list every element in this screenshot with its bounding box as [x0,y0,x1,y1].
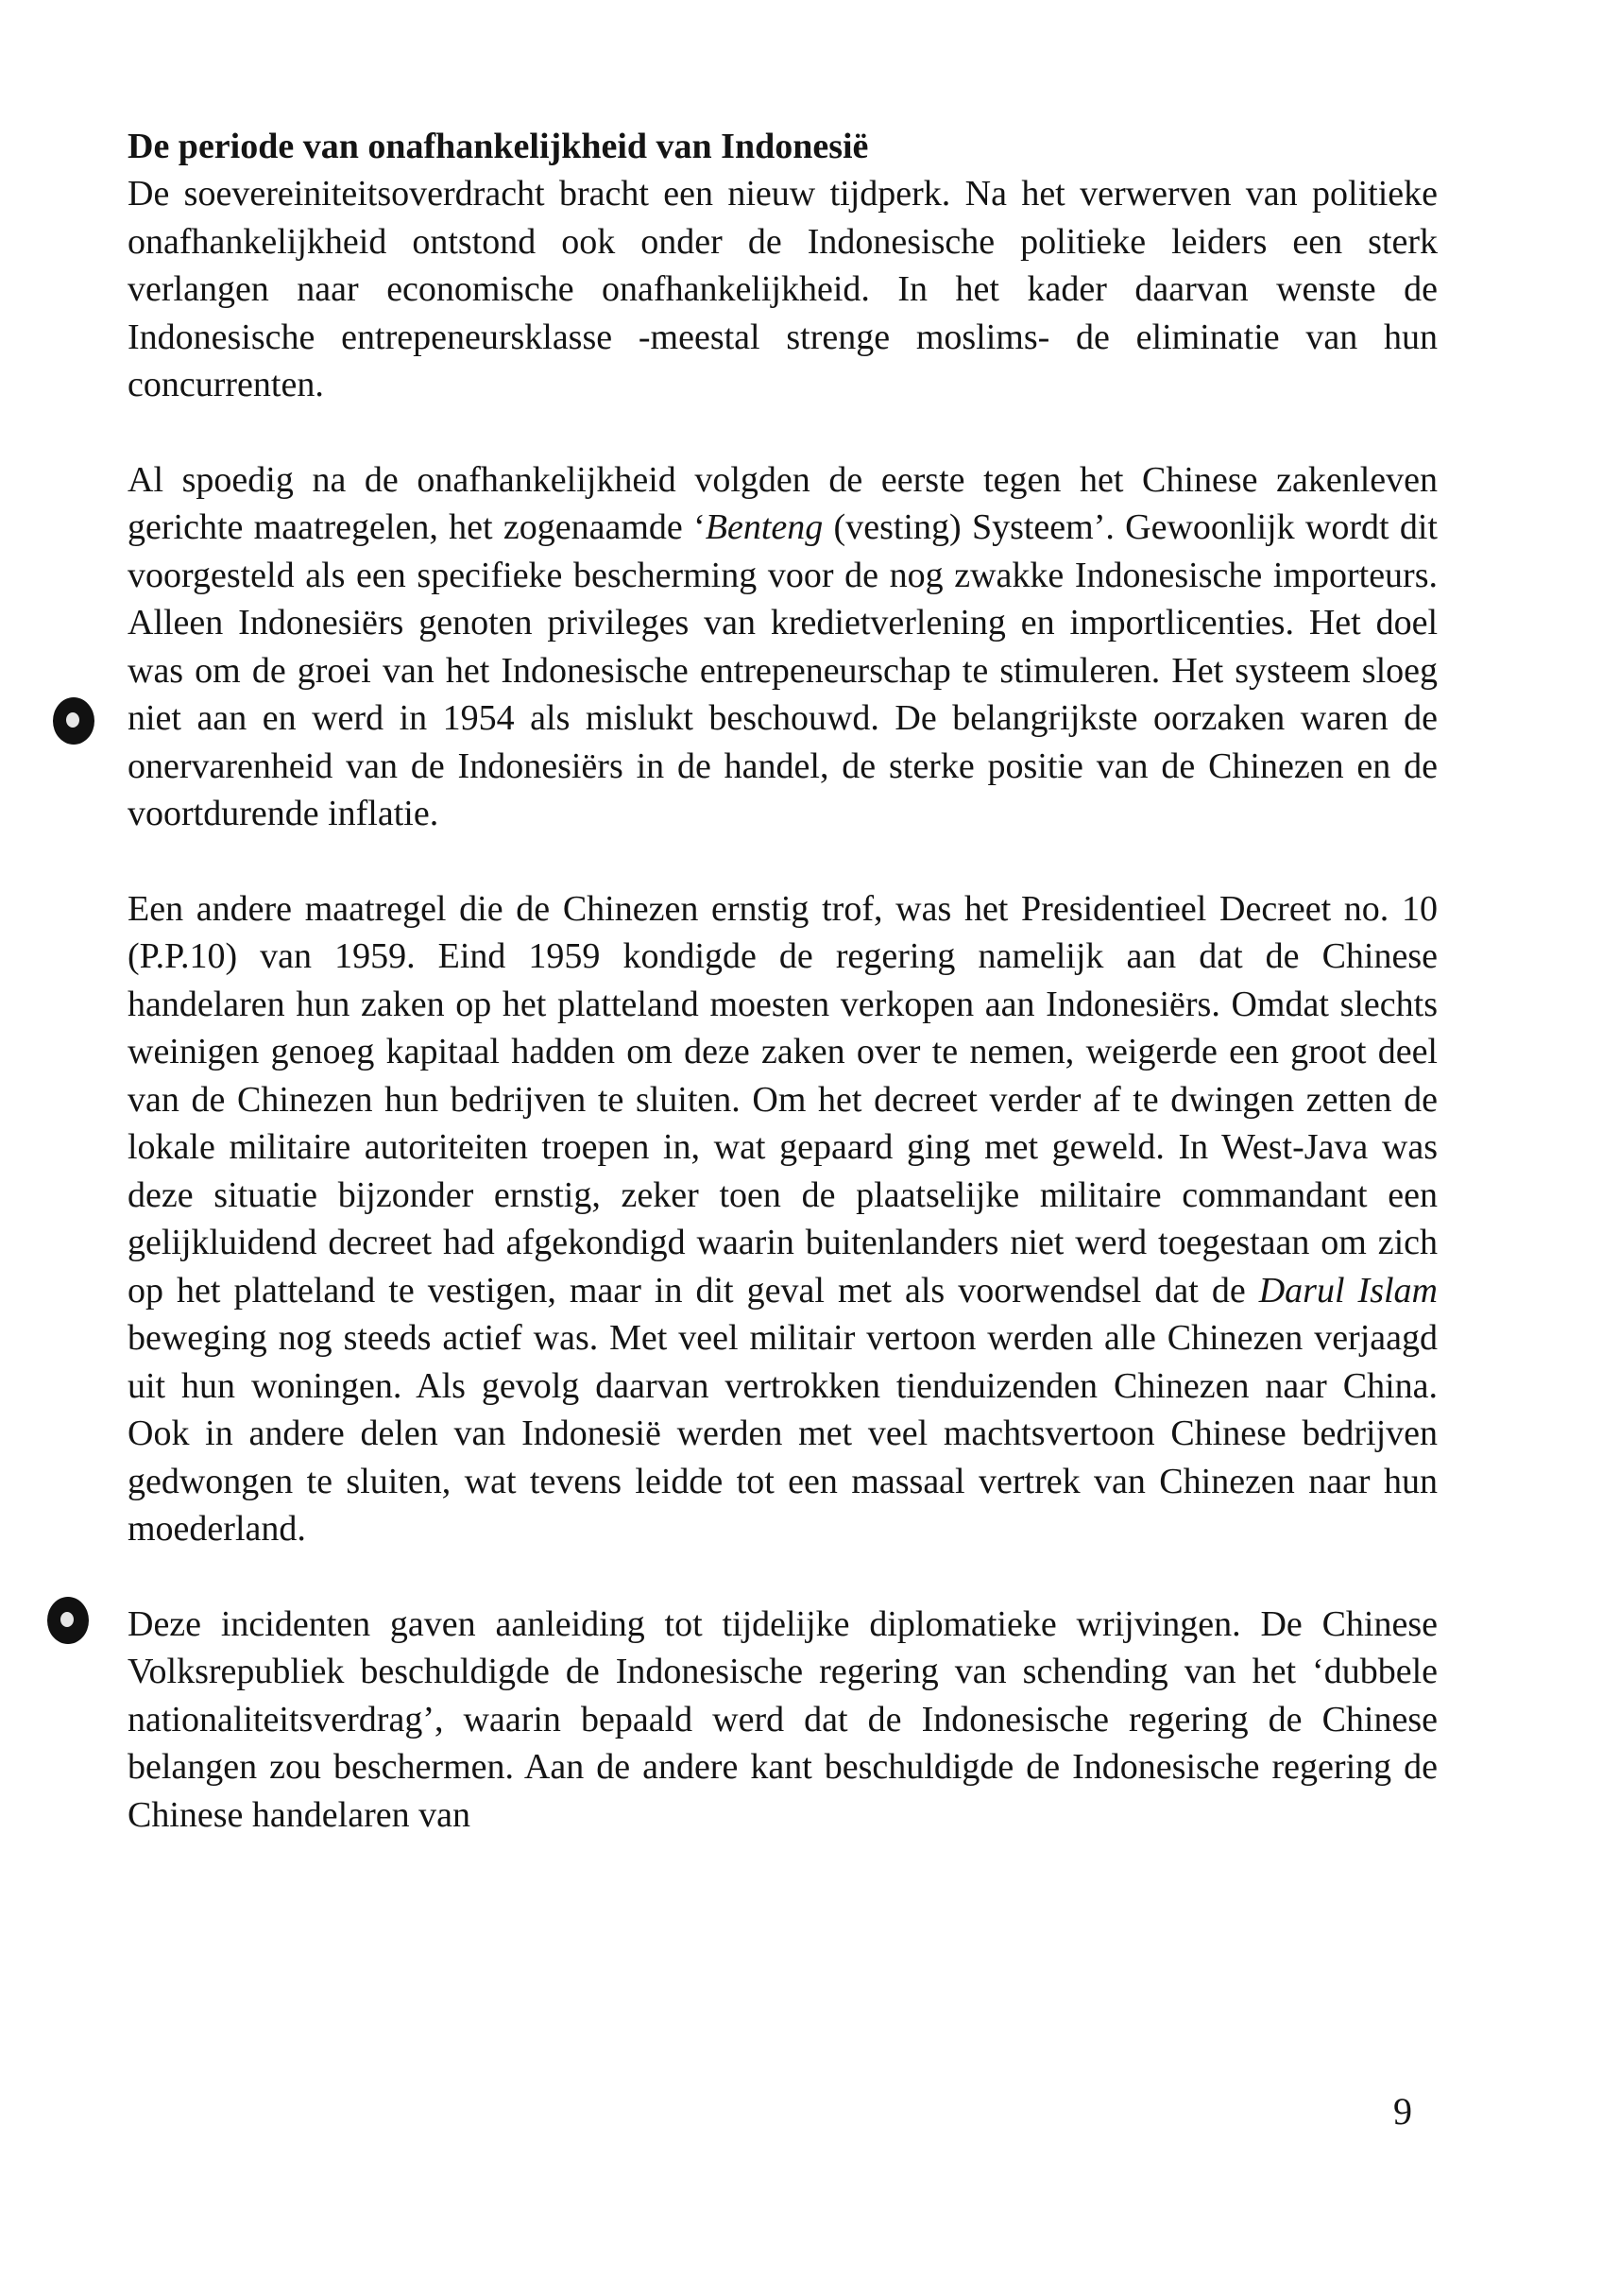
punch-hole-mark [53,697,94,745]
punch-hole-mark [47,1597,89,1644]
document-page [128,123,1438,1886]
paragraph-3-text-a: Een andere maatregel die de Chinezen ernstig trof, was het Presidentieel Decreet no. 10 (P.P.10) van 1959. Eind 1959 kondigde de regering namelijk aan dat de Chinese handelaren hun zaken op het platteland moesten verkopen aan Indonesiërs. Omdat slechts weinigen genoeg kapitaal hadden om deze zaken over te nemen, weigerde een groot deel van de Chinezen hun bedrijven te sluiten. Om het decreet verder af te dwingen zetten de lokale militaire autoriteiten troepen in, wat gepaard ging met geweld. In West-Java was deze situatie bijzonder ernstig, zeker toen de plaatselijke militaire commandant een gelijkluidend decreet had afgekondigd waarin buitenlanders niet werd toegestaan om zich op het platteland te vestigen, maar in dit geval met als voorwendsel dat de [128,888,1438,1311]
paragraph-2-text-a: Al spoedig na de onafhankelijkheid volgden de eerste tegen het Chinese zakenleven gerichte maatregelen, het zogenaamde ‘ [128,459,1438,547]
paragraph-3-italic: Darul Islam [1258,1270,1438,1311]
paragraph-3-text-b: beweging nog steeds actief was. Met veel militair vertoon werden alle Chinezen verjaagd uit hun woningen. Als gevolg daarvan vertrokken tienduizenden Chinezen naar China. Ook in andere delen van Indonesië werden met veel machtsvertoon Chinese bedrijven gedwongen te sluiten, wat tevens leidde tot een massaal vertrek van Chinezen naar hun moederland. [128,1318,1438,1549]
page-number: 9 [1393,2090,1412,2133]
section-heading: De periode van onafhankelijkheid van Indonesië [128,127,869,166]
paragraph-1: De soevereiniteitsoverdracht bracht een nieuw tijdperk. Na het verwerven van politieke onafhankelijkheid ontstond ook onder de Indonesische politieke leiders een sterk verlangen naar economische onafhankelijkheid. In het kader daarvan wenste de Indonesische entrepeneursklasse -meestal strenge moslims- de eliminatie van hun concurrenten. [128,174,1438,404]
paragraph-2-text-b: (vesting) Systeem’. Gewoonlijk wordt dit voorgesteld als een specifieke bescherming voor de nog zwakke Indonesische importeurs. Alleen Indonesiërs genoten privileges van kredietverlening en importlicenties. Het doel was om de groei van het Indonesische entrepeneurschap te stimuleren. Het systeem sloeg niet aan en werd in 1954 als mislukt beschouwd. De belangrijkste oorzaken waren de onervarenheid van de Indonesiërs in de handel, de sterke positie van de Chinezen en de voortdurende inflatie. [128,507,1438,833]
paragraph-2-italic: Benteng [705,507,824,547]
paragraph-4: Deze incidenten gaven aanleiding tot tijdelijke diplomatieke wrijvingen. De Chinese Volksrepubliek beschuldigde de Indonesische regering van schending van het ‘dubbele nationaliteitsverdrag’, waarin bepaald werd dat de Indonesische regering de Chinese belangen zou beschermen. Aan de andere kant beschuldigde de Indonesische regering de Chinese handelaren van [128,1603,1438,1835]
paragraph-2 [128,456,1438,838]
paragraph-3 [128,885,1438,1553]
